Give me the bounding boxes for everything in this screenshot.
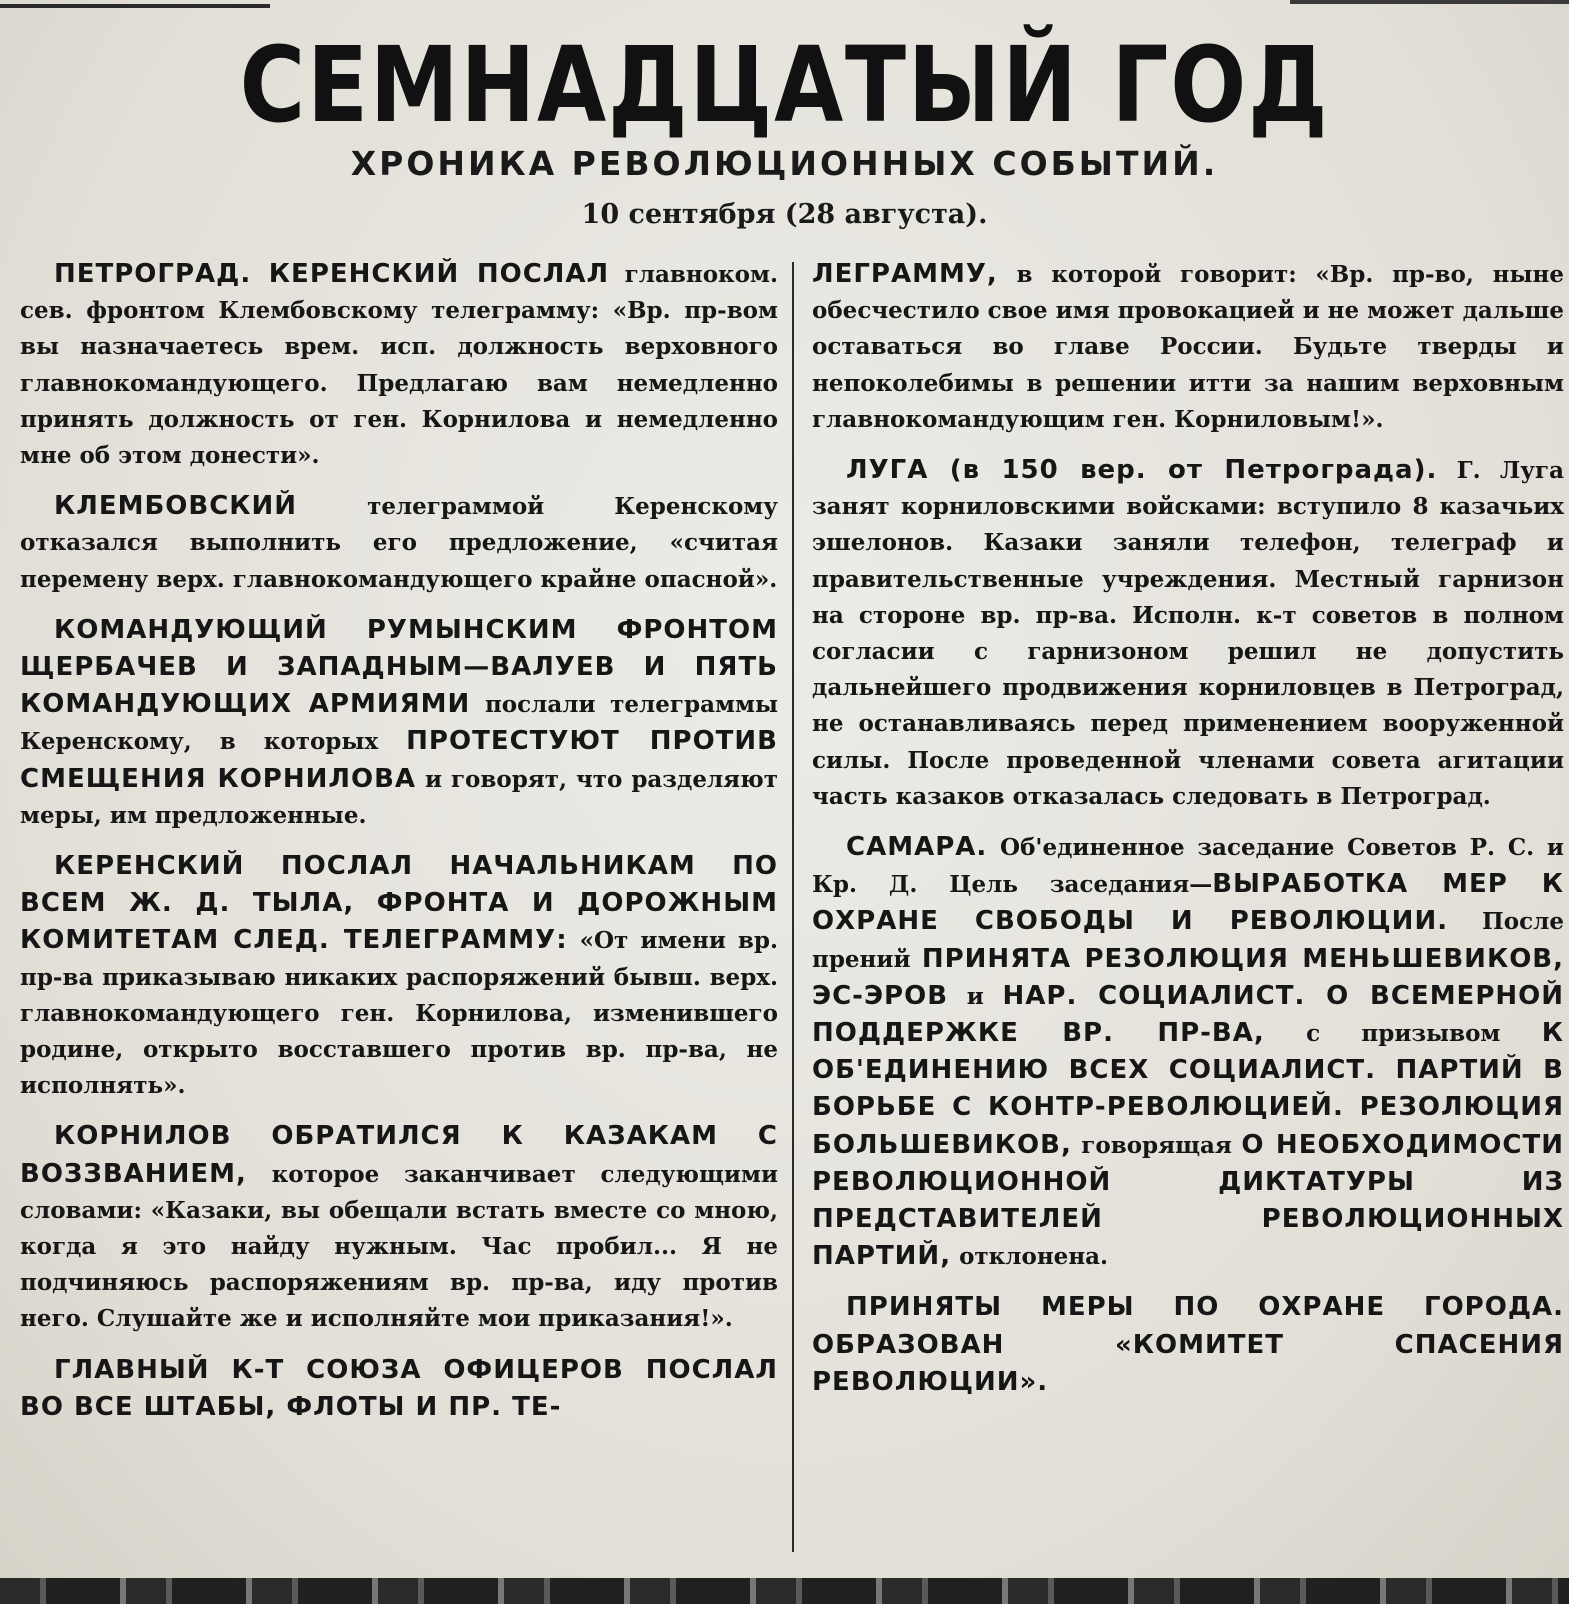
- article-headline: К ОБ'ЕДИНЕНИЮ ВСЕХ СОЦИАЛИСТ. ПАРТИЙ В БОРЬБЕ С КОНТР-РЕВОЛЮЦИЕЙ. РЕЗОЛЮЦИЯ БОЛЬШЕВИКОВ,: [812, 1018, 1564, 1160]
- article-commanders: [20, 612, 778, 834]
- article-body: говорящая: [1071, 1131, 1242, 1159]
- article-headline: ЛУГА (в 150 вер. от Петрограда).: [846, 455, 1438, 486]
- article-body: и: [948, 982, 1003, 1010]
- article-body: в которой говорит: «Вр. пр-во, ныне обесчестило свое имя провокацией и не может дальше оставаться во главе России. Будьте тверды и непоколебимы в решении итти за нашим верховным главнокомандующим ген. Корниловым!».: [812, 261, 1564, 433]
- masthead: [0, 24, 1569, 230]
- article-headline: КОРНИЛОВ ОБРАТИЛСЯ К КАЗАКАМ С ВОЗЗВАНИЕМ,: [20, 1121, 778, 1189]
- article-headline: ПРИНЯТЫ МЕРЫ ПО ОХРАНЕ ГОРОДА. ОБРАЗОВАН «КОМИТЕТ СПАСЕНИЯ РЕВОЛЮЦИИ».: [812, 1292, 1564, 1397]
- article-cossacks: [20, 1118, 778, 1337]
- article-headline: САМАРА.: [846, 832, 988, 863]
- top-rule: [0, 4, 270, 8]
- article-body: которое заканчивает следующими словами: «Казаки, вы обещали встать вместе со мною, когда я это найду нужным. Час пробил... Я не подчиняюсь распоряжениям вр. пр-ва, иду против него. Слушайте же и исполняйте мои приказания!».: [20, 1160, 778, 1333]
- article-body: Об'единенное заседание Советов Р. С. и Кр. Д. Цель заседания—: [812, 834, 1564, 899]
- article-headline: КОМАНДУЮЩИЙ РУМЫНСКИМ ФРОНТОМ ЩЕРБАЧЕВ И ЗАПАДНЫМ—ВАЛУЕВ И ПЯТЬ КОМАНДУЮЩИХ АРМИЯМИ: [20, 614, 778, 720]
- page-title: СЕМНАДЦАТЫЙ ГОД: [239, 24, 1330, 146]
- bottom-border: [0, 1578, 1569, 1604]
- article-body: отклонена.: [951, 1243, 1109, 1271]
- article-headline: О НЕОБХОДИМОСТИ РЕВОЛЮЦИОННОЙ ДИКТАТУРЫ ИЗ ПРЕДСТАВИТЕЛЕЙ РЕВОЛЮЦИОННЫХ ПАРТИЙ,: [812, 1129, 1564, 1272]
- article-body: После прений: [812, 908, 1564, 973]
- article-body: «От имени вр. пр-ва приказываю никаких распоряжений бывш. верх. главнокомандующего ген. Корнилова, изменившего родине, открыто восставшего против вр. пр-ва, не исполнять».: [20, 927, 779, 1100]
- article-headline: ПРОТЕСТУЮТ ПРОТИВ СМЕЩЕНИЯ КОРНИЛОВА: [20, 726, 778, 794]
- article-body: главноком. сев. фронтом Клембовскому телеграмму: «Вр. пр-вом вы назначаетесь врем. исп. должность верховного главнокомандующего. Предлагаю вам немедленно принять должность от ген. Корнилова и немедленно мне об этом донести».: [20, 261, 778, 470]
- article-body: Г. Луга занят корниловскими войсками: вступило 8 казачьих эшелонов. Казаки заняли телефон, телеграф и правительственные учреждения. Местный гарнизон на стороне вр. пр-ва. Исполн. к-т советов в полном согласии с гарнизоном решил не допустить дальнейшего продвижения корниловцев в Петроград, не останавливаясь перед применением вооруженной силы. После проведенной членами совета агитации часть казаков отказалась следовать в Петроград.: [812, 457, 1564, 810]
- article-headline: ВЫРАБОТКА МЕР К ОХРАНЕ СВОБОДЫ И РЕВОЛЮЦИИ.: [812, 869, 1564, 937]
- article-body: и говорят, что разделяют меры, им предложенные.: [20, 765, 778, 829]
- article-body: телеграммой Керенскому отказался выполнить его предложение, «считая перемену верх. главнокомандующего крайне опасной».: [20, 493, 778, 593]
- article-railways: [20, 848, 778, 1104]
- dateline: 10 сентября (28 августа).: [581, 199, 988, 230]
- article-officers-continued: [812, 256, 1564, 438]
- article-body: послали телеграммы Керенскому, в которых: [20, 691, 779, 756]
- article-headline: ПРИНЯТА РЕЗОЛЮЦИЯ МЕНЬШЕВИКОВ, ЭС-ЭРОВ: [812, 943, 1564, 1011]
- article-headline: ГЛАВНЫЙ К-Т СОЮЗА ОФИЦЕРОВ ПОСЛАЛ ВО ВСЕ ШТАБЫ, ФЛОТЫ И ПР. ТЕ-: [20, 1354, 778, 1422]
- top-rule-right: [1290, 0, 1569, 4]
- left-column: [20, 256, 778, 1440]
- article-headline: КЛЕМБОВСКИЙ: [54, 491, 298, 522]
- right-column: [812, 256, 1564, 1415]
- article-headline: ПЕТРОГРАД. КЕРЕНСКИЙ ПОСЛАЛ: [54, 259, 610, 289]
- article-officers: [20, 1352, 778, 1426]
- column-divider: [792, 262, 794, 1552]
- article-body: с призывом: [1264, 1020, 1542, 1048]
- article-klembovsky: [20, 488, 778, 598]
- article-headline: ЛЕГРАММУ,: [812, 259, 998, 289]
- article-luga: [812, 452, 1564, 815]
- article-headline: КЕРЕНСКИЙ ПОСЛАЛ НАЧАЛЬНИКАМ ПО ВСЕМ Ж. Д. ТЫЛА, ФРОНТА И ДОРОЖНЫМ КОМИТЕТАМ СЛЕД. ТЕЛЕГРАММУ:: [20, 851, 778, 956]
- article-city-protection: [812, 1289, 1564, 1401]
- article-headline: НАР. СОЦИАЛИСТ. О ВСЕМЕРНОЙ ПОДДЕРЖКЕ ВР. ПР-ВА,: [812, 980, 1564, 1049]
- article-petrograd: [20, 256, 778, 474]
- page-subtitle: ХРОНИКА РЕВОЛЮЦИОННЫХ СОБЫТИЙ.: [350, 144, 1219, 183]
- article-samara: [812, 829, 1564, 1275]
